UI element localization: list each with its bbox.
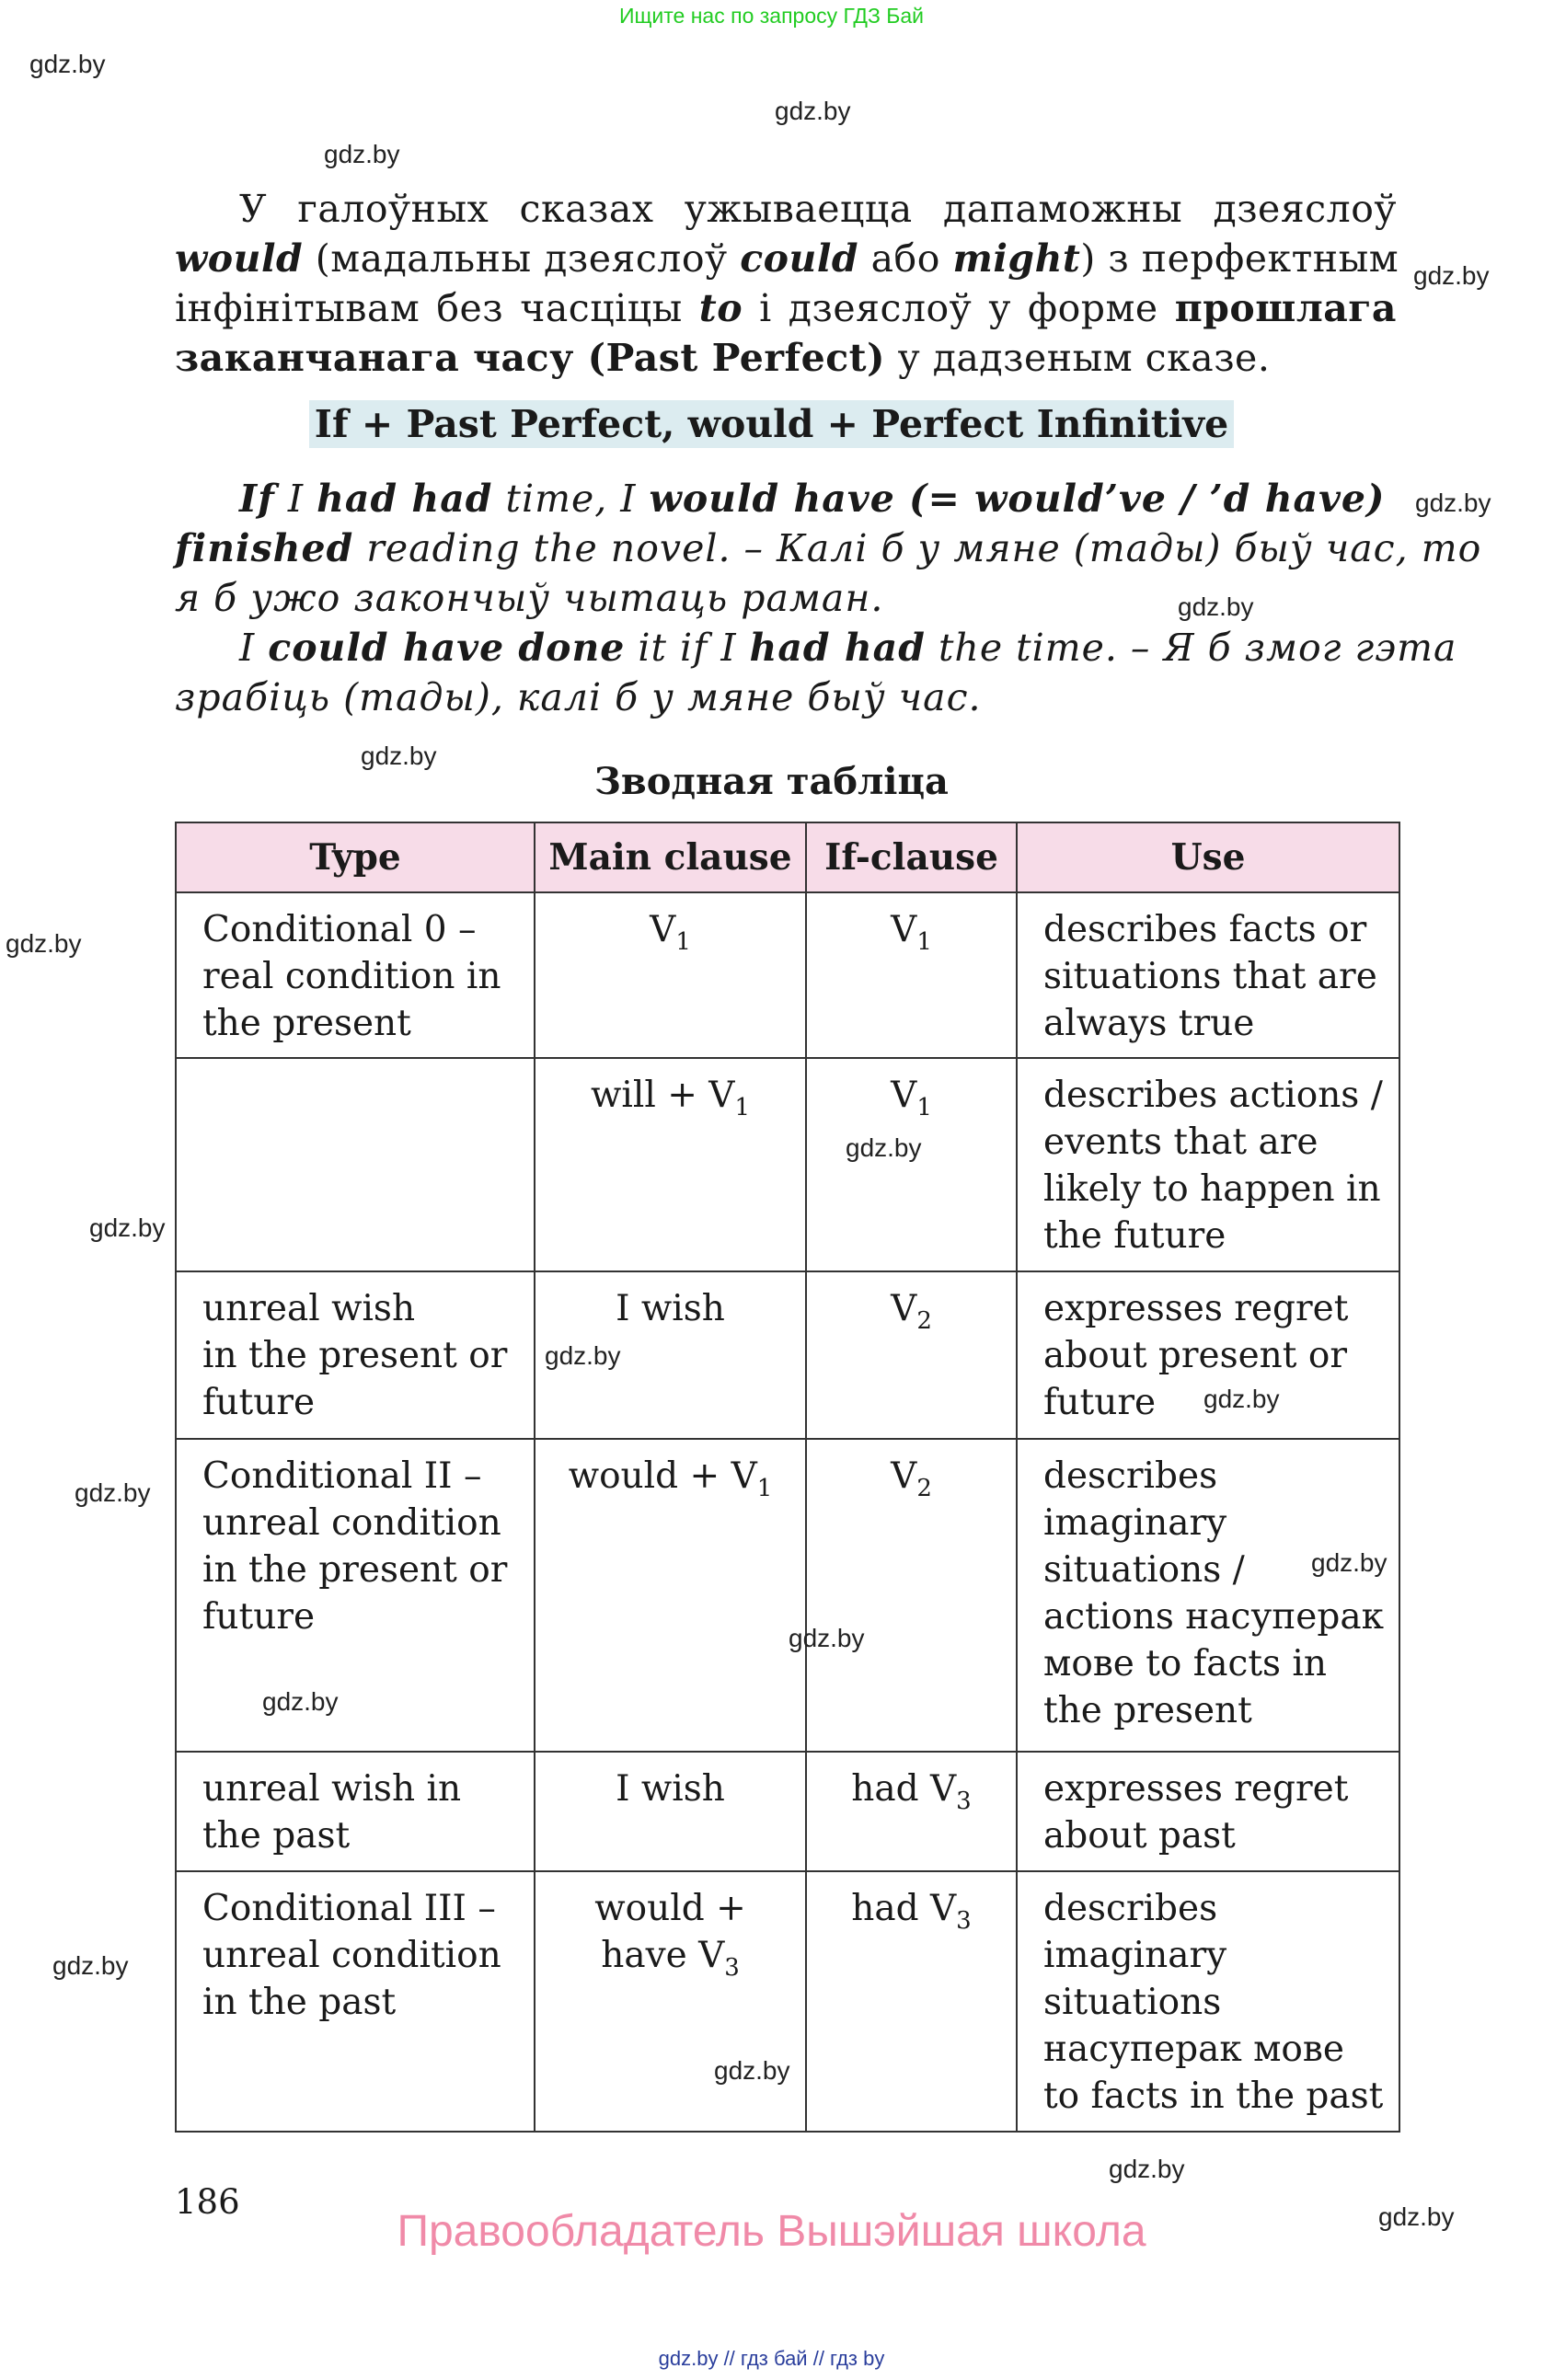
- text-run: would have (= would’ve / ’d have): [649, 477, 1386, 521]
- cell-main-clause-text: will + V: [591, 1075, 735, 1116]
- watermark: gdz.by: [324, 140, 400, 168]
- table-title: Зводная табліца: [594, 760, 949, 803]
- table-body: [176, 892, 1399, 2132]
- cell-if-clause: [806, 892, 1017, 1058]
- example-line: [175, 523, 1482, 573]
- text-run: to: [698, 286, 743, 330]
- text-run: ) з перфектным: [1080, 236, 1399, 281]
- table-row: [176, 1439, 1399, 1752]
- text-run: the time. – Я б змог гэта: [925, 626, 1457, 670]
- watermark: gdz.by: [775, 97, 851, 125]
- cell-main-clause: [535, 1871, 806, 2132]
- table-row: [176, 1871, 1399, 2132]
- cell-if-clause-text: V: [891, 909, 917, 950]
- header-use: Use: [1017, 822, 1399, 892]
- cell-if-clause-text: V: [891, 1455, 917, 1497]
- cell-type: [176, 1058, 535, 1271]
- text-run: і дзеяслоў у форме: [743, 286, 1175, 330]
- intro-line: [175, 283, 1397, 333]
- cell-type-text: Conditional 0 – real condition in the present: [202, 909, 501, 1044]
- text-run: заканчанага часу (Past Perfect): [175, 336, 886, 380]
- watermark: gdz.by: [6, 929, 82, 958]
- cell-main-clause-text: would + V: [568, 1455, 757, 1497]
- watermark: gdz.by: [1178, 592, 1254, 621]
- text-run: У галоўных сказах ужываецца дапаможны дзеяслоў: [239, 187, 1397, 231]
- watermark: gdz.by: [262, 1687, 339, 1716]
- text-run: time, I: [492, 477, 650, 521]
- example-line: [175, 573, 1397, 623]
- cell-if-clause: [806, 1271, 1017, 1439]
- cell-use: [1017, 1439, 1399, 1752]
- text-run: прошлага: [1174, 286, 1397, 330]
- cell-if-clause: [806, 1871, 1017, 2132]
- cell-if-clause: [806, 1439, 1017, 1752]
- cell-use: [1017, 1871, 1399, 2132]
- intro-line: [175, 333, 1397, 383]
- watermark: gdz.by: [714, 2056, 790, 2085]
- text-run: I: [274, 477, 317, 521]
- cell-type-text: Conditional II – unreal condition in the present or future: [202, 1455, 508, 1638]
- cell-type: [176, 1439, 535, 1752]
- cell-main-clause: [535, 892, 806, 1058]
- cell-if-clause-text: V: [891, 1075, 917, 1116]
- cell-main-clause-text: I wish: [616, 1288, 725, 1329]
- watermark: gdz.by: [361, 742, 437, 770]
- watermark: gdz.by: [545, 1341, 621, 1370]
- table-row: [176, 892, 1399, 1058]
- text-run: had had: [317, 477, 493, 521]
- cell-if-clause-text: had V: [851, 1888, 957, 1929]
- cell-if-clause-text: V: [891, 1288, 917, 1329]
- cell-if-clause-subscript: 2: [916, 1306, 932, 1335]
- summary-table: [175, 822, 1400, 2133]
- text-run: could: [740, 236, 859, 281]
- cell-main-clause: [535, 1439, 806, 1752]
- cell-if-clause-text: had V: [851, 1768, 957, 1810]
- cell-type: [176, 892, 535, 1058]
- cell-if-clause-subscript: 1: [916, 1093, 932, 1121]
- header-main-clause: Main clause: [535, 822, 806, 892]
- cell-main-clause-subscript: 1: [675, 927, 691, 956]
- cell-type-text: unreal wish in the present or future: [202, 1288, 508, 1423]
- cell-if-clause-subscript: 2: [916, 1474, 932, 1502]
- cell-main-clause-subscript: 1: [734, 1093, 750, 1121]
- text-run: finished: [175, 526, 354, 570]
- text-run: had had: [749, 626, 926, 670]
- copyright-notice: Правообладатель Вышэйшая школа: [397, 2207, 1146, 2256]
- cell-type: [176, 1271, 535, 1439]
- cell-type-text: Conditional III – unreal condition in the past: [202, 1888, 501, 2023]
- cell-use-text: describes imaginary situations / actions насуперак мове to facts in the present: [1043, 1455, 1384, 1731]
- text-run: я б ужо закончыў чытаць раман.: [175, 576, 884, 620]
- cell-main-clause: [535, 1058, 806, 1271]
- text-run: інфінітывам без часціцы: [175, 286, 699, 330]
- cell-use-text: describes facts or situations that are always true: [1043, 909, 1377, 1044]
- watermark: gdz.by: [1311, 1548, 1388, 1577]
- cell-use-text: describes actions / events that are likely to happen in the future: [1043, 1075, 1383, 1257]
- watermark: gdz.by: [1203, 1385, 1280, 1413]
- text-run: it if I: [625, 626, 750, 670]
- watermark: gdz.by: [789, 1624, 865, 1652]
- top-banner: Ищите нас по запросу ГДЗ Бай: [618, 4, 925, 28]
- cell-main-clause-subscript: 1: [756, 1474, 773, 1502]
- watermark: gdz.by: [75, 1478, 151, 1507]
- example-line: [175, 474, 1397, 523]
- text-run: I: [239, 626, 269, 670]
- cell-use-text: describes imaginary situations насуперак мове to facts in the past: [1043, 1888, 1384, 2117]
- cell-main-clause-subscript: 3: [724, 1953, 740, 1982]
- cell-use-text: expresses regret about present or future: [1043, 1288, 1349, 1423]
- cell-if-clause-subscript: 1: [916, 927, 932, 956]
- cell-use: [1017, 892, 1399, 1058]
- text-run: зрабіць (тады), калі б у мяне быў час.: [175, 675, 982, 719]
- watermark: gdz.by: [52, 1951, 129, 1980]
- cell-use: [1017, 1752, 1399, 1871]
- watermark: gdz.by: [1109, 2155, 1185, 2183]
- cell-if-clause: [806, 1058, 1017, 1271]
- text-run: would: [175, 236, 304, 281]
- intro-paragraph: [175, 184, 1397, 383]
- cell-if-clause-subscript: 3: [956, 1787, 972, 1815]
- cell-main-clause-text: V: [650, 909, 676, 950]
- text-run: might: [952, 236, 1081, 281]
- text-run: або: [858, 236, 953, 281]
- cell-type: [176, 1752, 535, 1871]
- cell-main-clause-text: would + have V: [594, 1888, 746, 1976]
- example-line: [175, 673, 1397, 722]
- header-type: Type: [176, 822, 535, 892]
- cell-if-clause: [806, 1752, 1017, 1871]
- cell-if-clause-subscript: 3: [956, 1906, 972, 1935]
- text-run: (мадальны дзеяслоў: [303, 236, 741, 281]
- cell-main-clause-text: I wish: [616, 1768, 725, 1810]
- watermark: gdz.by: [1415, 489, 1491, 517]
- text-run: could have done: [268, 626, 626, 670]
- table-row: [176, 1752, 1399, 1871]
- cell-use: [1017, 1058, 1399, 1271]
- cell-type-text: unreal wish in the past: [202, 1768, 462, 1857]
- watermark: gdz.by: [1413, 261, 1490, 290]
- text-run: reading the novel. – Калі б у мяне (тады) быў час, то: [353, 526, 1482, 570]
- watermark: gdz.by: [89, 1213, 166, 1242]
- intro-line: [175, 234, 1397, 283]
- cell-use-text: expresses regret about past: [1043, 1768, 1349, 1857]
- watermark: gdz.by: [1378, 2202, 1455, 2231]
- formula-heading: [0, 402, 1543, 446]
- watermark: gdz.by: [846, 1133, 922, 1162]
- watermark: gdz.by: [29, 50, 106, 78]
- example-line: [175, 623, 1457, 673]
- cell-main-clause: [535, 1752, 806, 1871]
- table-header-row: [176, 822, 1399, 892]
- footer-links: gdz.by // гдз бай // гдз by: [658, 2347, 885, 2370]
- formula-text: If + Past Perfect, would + Perfect Infinitive: [309, 400, 1234, 448]
- text-run: у дадзеным сказе.: [885, 336, 1271, 380]
- intro-line: [175, 184, 1397, 234]
- table-row: [176, 1058, 1399, 1271]
- page-number: 186: [175, 2182, 240, 2222]
- text-run: If: [239, 477, 275, 521]
- cell-type: [176, 1871, 535, 2132]
- header-if-clause: If-clause: [806, 822, 1017, 892]
